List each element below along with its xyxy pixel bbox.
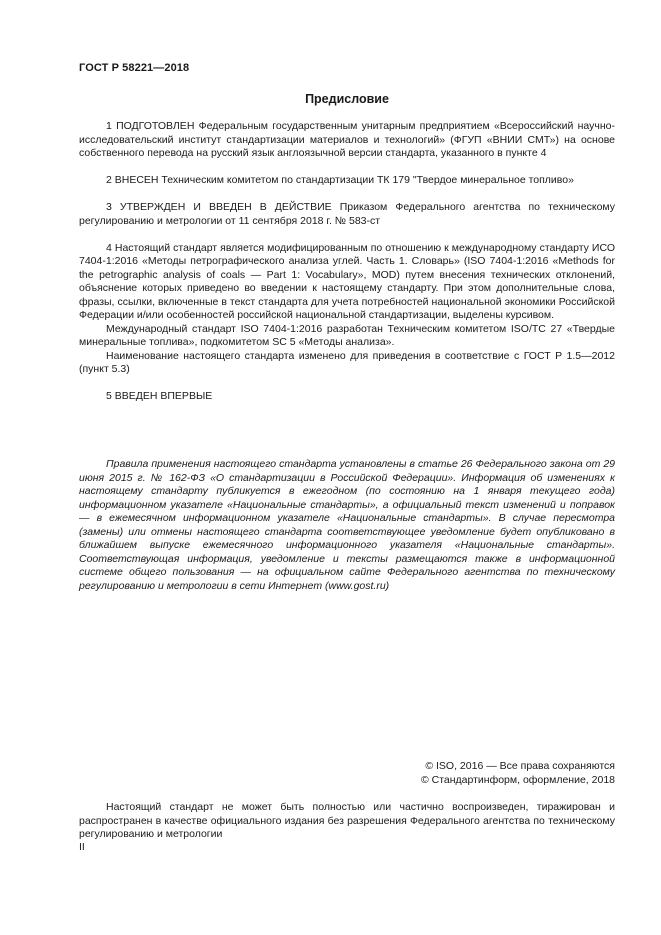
- foreword-body: [79, 120, 615, 404]
- page-title: Предисловие: [305, 92, 389, 106]
- copyright-iso: © ISO, 2016 — Все права сохраняются: [425, 760, 615, 772]
- paragraph-name-changed: Наименование настоящего стандарта изменено для приведения в соответствие с ГОСТ Р 1.5—2012 (пункт 5.3): [79, 349, 615, 375]
- standard-code: ГОСТ Р 58221—2018: [79, 62, 190, 74]
- copyright-block: [300, 760, 615, 787]
- paragraph-first-time: 5 ВВЕДЕН ВПЕРВЫЕ: [106, 390, 213, 402]
- notice-text: Правила применения настоящего стандарта установлены в статье 26 Федерального закона от 29 июня 2015 г. № 162-ФЗ «О стандартизации в Российской Федерации». Информация об изменениях к настоящему стандарту публикуется в ежегодном (по состоянию на 1 января текущего года) информационном указателе «Национальные стандарты», а официальный текст изменений и поправок — в ежемесячном информационном указателе «Национальные стандарты». В случае пересмотра (замены) или отмены настоящего стандарта соответствующее уведомление будет опубликовано в ближайшем выпуске ежемесячного информационного указателя «Национальные стандарты». Соответствующая информация, уведомление и тексты размещаются также в информационной системе общего пользования — на официальном сайте Федерального агентства по техническому регулированию и метрологии в сети Интернет (www.gost.ru): [79, 458, 615, 592]
- reproduction-notice-text: Настоящий стандарт не может быть полностью или частично воспроизведен, тиражирован и распространен в качестве официального издания без разрешения Федерального агентства по техническому регулированию и метрологии: [79, 801, 615, 840]
- paragraph-approved: 3 УТВЕРЖДЕН И ВВЕДЕН В ДЕЙСТВИЕ Приказом Федерального агентства по техническому регулированию и метрологии от 11 сентября 2018 г. № 583-ст: [79, 201, 615, 227]
- paragraph-modified: 4 Настоящий стандарт является модифицированным по отношению к международному стандарту ИСО 7404-1:2016 «Методы петрографического анализа углей. Часть 1. Словарь» (ISO 7404-1:2016 «Methods for the petrographic analysis of coals — Part 1: Vocabulary», MOD) путем внесения технических отклонений, объяснение которых приведено во введении к настоящему стандарту. При этом дополнительные слова, фразы, ссылки, включенные в текст стандарта для учета потребностей национальной экономики Российской Федерации и/или особенностей российской национальной стандартизации, выделены курсивом.: [79, 241, 615, 321]
- paragraph-introduced: 2 ВНЕСЕН Техническим комитетом по стандартизации ТК 179 "Твердое минеральное топливо»: [106, 174, 574, 186]
- application-rules-notice: [79, 458, 615, 593]
- reproduction-notice: [79, 801, 615, 842]
- copyright-standartinform: © Стандартинформ, оформление, 2018: [420, 773, 615, 786]
- paragraph-iso-developer: Международный стандарт ISO 7404-1:2016 разработан Техническим комитетом ISO/TC 27 «Твердые минеральные топлива», подкомитетом SC 5 «Методы анализа».: [79, 322, 615, 348]
- page-number: II: [79, 841, 85, 853]
- paragraph-prepared: 1 ПОДГОТОВЛЕН Федеральным государственным унитарным предприятием «Всероссийский научно-исследовательский институт стандартизации материалов и технологий» (ФГУП «ВНИИ СМТ») на основе собственного перевода на русский язык англоязычной версии стандарта, указанного в пункте 4: [79, 120, 615, 159]
